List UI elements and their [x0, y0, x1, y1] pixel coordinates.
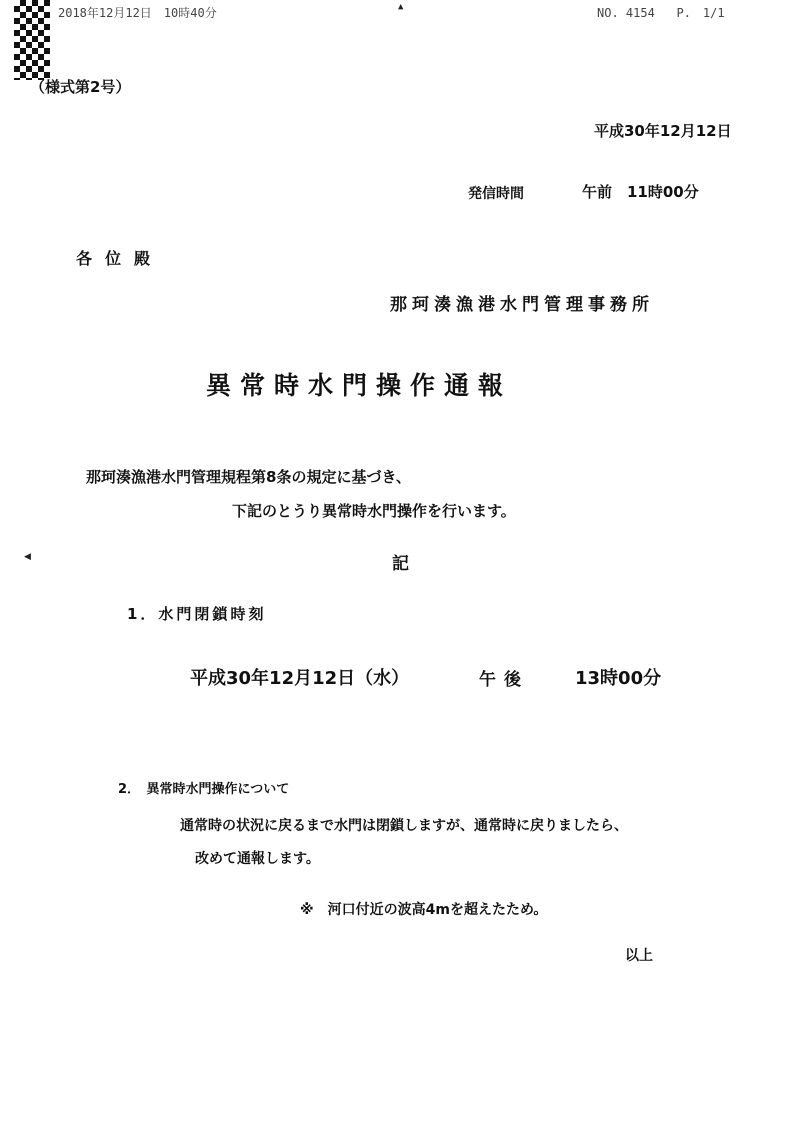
closing-mark: 以上	[625, 948, 653, 964]
document-title: 異常時水門操作通報	[206, 371, 513, 400]
sender-office: 那珂湊漁港水門管理事務所	[390, 295, 654, 315]
section2-heading: 2． 異常時水門操作について	[118, 782, 290, 797]
fax-timestamp: 2018年12月12日 10時40分	[58, 6, 217, 20]
wave-height-note: ※ 河口付近の波高4mを超えたため。	[300, 902, 548, 918]
intro-line-2: 下記のとうり異常時水門操作を行います。	[232, 502, 516, 520]
fax-marker-up-icon: ▲	[398, 2, 404, 12]
fax-marker-left-icon: ◀	[24, 552, 31, 562]
fax-number-value: NO. 4154	[597, 6, 655, 20]
form-label: （様式第2号）	[30, 78, 131, 96]
closure-time: 13時00分	[575, 668, 662, 689]
closure-date: 平成30年12月12日（水）	[190, 668, 410, 689]
closure-ampm: 午後	[479, 670, 529, 690]
recipients: 各位殿	[76, 249, 164, 268]
fax-checker-pattern	[14, 0, 50, 80]
fax-page: P. 1/1	[676, 6, 725, 20]
send-time-value: 午前 11時00分	[582, 183, 699, 201]
issue-date: 平成30年12月12日	[594, 122, 732, 140]
section1-heading: 1．水門閉鎖時刻	[127, 605, 267, 623]
section2-body-line-1: 通常時の状況に戻るまで水門は閉鎖しますが、通常時に戻りましたら、	[180, 818, 628, 834]
section2-body-line-2: 改めて通報します。	[195, 851, 320, 867]
fax-number	[597, 4, 725, 21]
send-time-label: 発信時間	[468, 186, 524, 202]
intro-line-1: 那珂湊漁港水門管理規程第8条の規定に基づき、	[86, 468, 411, 486]
ki-heading: 記	[392, 554, 409, 574]
